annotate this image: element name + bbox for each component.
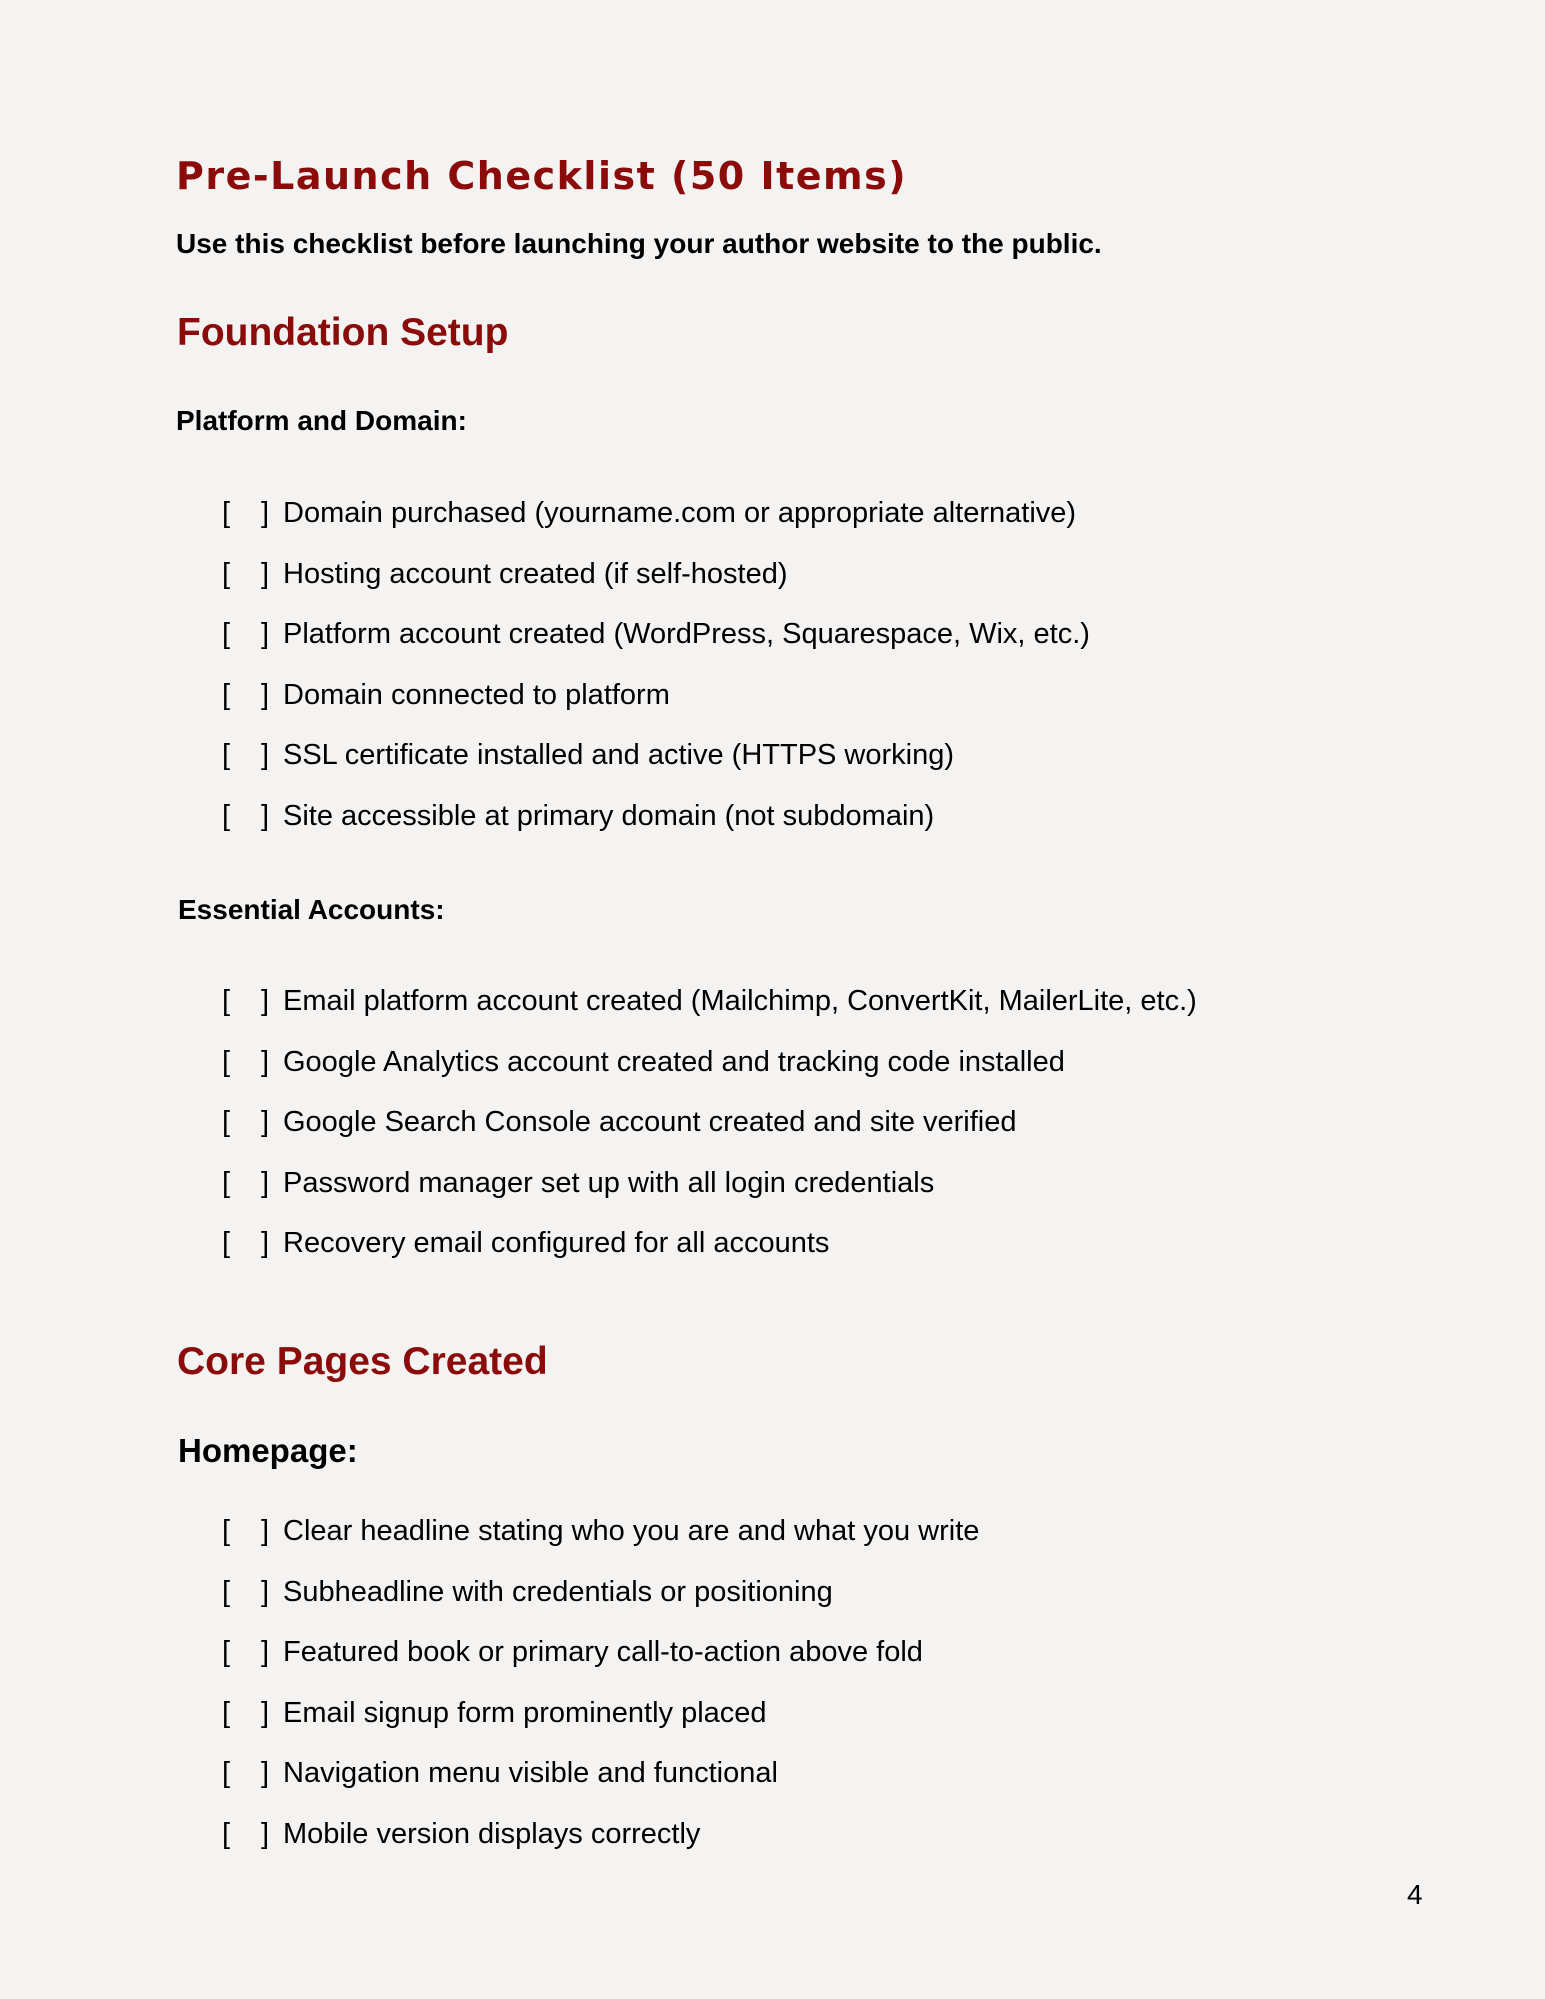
section-heading-core-pages-created: Core Pages Created [177, 1340, 548, 1383]
checklist-item[interactable] [222, 983, 1197, 1044]
checklist-platform-and-domain [222, 495, 1090, 858]
checklist-item[interactable] [222, 1104, 1197, 1165]
intro-text: Use this checklist before launching your author website to the public. [176, 228, 1102, 259]
checkbox[interactable]: [ ] [222, 497, 269, 529]
checklist-item-text: Clear headline stating who you are and what you write [283, 1515, 980, 1547]
checklist-item-text: Mobile version displays correctly [283, 1817, 701, 1850]
checklist-item[interactable] [222, 1044, 1197, 1105]
checklist-item[interactable] [222, 1634, 979, 1695]
page-number: 4 [1407, 1879, 1423, 1910]
checklist-item-text: Password manager set up with all login credentials [283, 1166, 935, 1199]
checkbox[interactable]: [ ] [222, 678, 269, 711]
checklist-item-text: Email signup form prominently placed [283, 1696, 767, 1729]
checkbox[interactable]: [ ] [222, 739, 269, 771]
checkbox[interactable]: [ ] [222, 1757, 269, 1789]
checkbox[interactable]: [ ] [222, 799, 269, 832]
checklist-item-text: SSL certificate installed and active (HTTPS working) [283, 739, 955, 771]
checklist-item[interactable] [222, 556, 1090, 617]
checklist-item[interactable] [222, 737, 1090, 798]
checklist-item[interactable] [222, 677, 1090, 738]
checkbox[interactable]: [ ] [222, 1575, 269, 1608]
checklist-item-text: Google Search Console account created and site verified [283, 1106, 1017, 1138]
checklist-item-text: Subheadline with credentials or positioning [283, 1575, 833, 1608]
checkbox[interactable]: [ ] [222, 1166, 269, 1199]
checkbox[interactable]: [ ] [222, 1045, 269, 1078]
checklist-homepage [222, 1513, 979, 1876]
checklist-item[interactable] [222, 1165, 1197, 1226]
checkbox[interactable]: [ ] [222, 1817, 269, 1850]
checklist-item[interactable] [222, 1225, 1197, 1286]
page-title: Pre-Launch Checklist (50 Items) [176, 154, 908, 198]
checklist-item[interactable] [222, 616, 1090, 677]
checklist-item-text: Domain connected to platform [283, 678, 670, 711]
checkbox[interactable]: [ ] [222, 985, 269, 1017]
checkbox[interactable]: [ ] [222, 1515, 269, 1547]
checklist-item-text: Platform account created (WordPress, Squarespace, Wix, etc.) [283, 618, 1090, 650]
checklist-item-text: Navigation menu visible and functional [283, 1757, 778, 1789]
checklist-item[interactable] [222, 1695, 979, 1756]
checklist-item[interactable] [222, 1755, 979, 1816]
checklist-item-text: Email platform account created (Mailchimp, ConvertKit, MailerLite, etc.) [283, 985, 1197, 1017]
checklist-item-text: Google Analytics account created and tracking code installed [283, 1045, 1065, 1078]
checkbox[interactable]: [ ] [222, 1227, 269, 1259]
group-label-homepage: Homepage: [178, 1432, 358, 1469]
checkbox[interactable]: [ ] [222, 1106, 269, 1138]
group-label-platform-and-domain: Platform and Domain: [176, 405, 467, 436]
checklist-item[interactable] [222, 495, 1090, 556]
checkbox[interactable]: [ ] [222, 557, 269, 590]
checklist-item[interactable] [222, 798, 1090, 859]
checklist-item-text: Domain purchased (yourname.com or appropriate alternative) [283, 497, 1077, 529]
checklist-item-text: Site accessible at primary domain (not subdomain) [283, 799, 935, 832]
checklist-item-text: Featured book or primary call-to-action above fold [283, 1636, 923, 1668]
checkbox[interactable]: [ ] [222, 618, 269, 650]
checkbox[interactable]: [ ] [222, 1696, 269, 1729]
checkbox[interactable]: [ ] [222, 1636, 269, 1668]
checklist-item[interactable] [222, 1513, 979, 1574]
checklist-item-text: Recovery email configured for all accounts [283, 1227, 830, 1259]
checklist-item[interactable] [222, 1574, 979, 1635]
group-label-essential-accounts: Essential Accounts: [178, 894, 445, 925]
checklist-essential-accounts [222, 983, 1197, 1286]
checklist-item-text: Hosting account created (if self-hosted) [283, 557, 788, 590]
section-heading-foundation-setup: Foundation Setup [177, 311, 509, 354]
checklist-item[interactable] [222, 1816, 979, 1877]
